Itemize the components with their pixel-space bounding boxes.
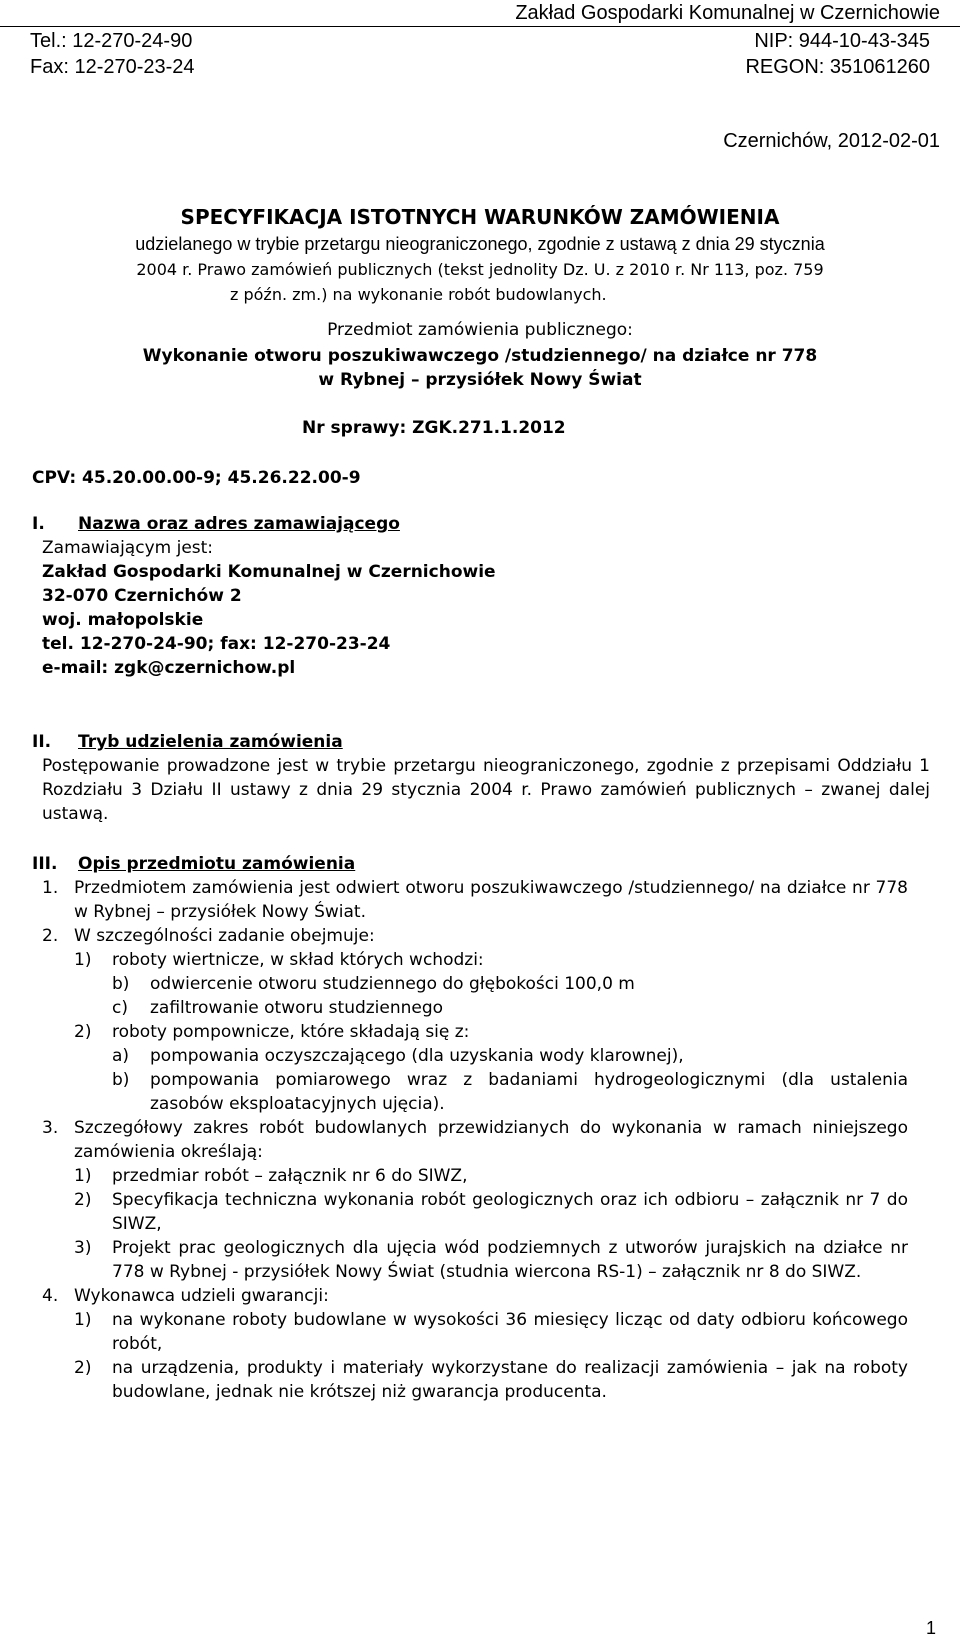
section-3-list — [42, 876, 908, 1404]
document-date: Czernichów, 2012-02-01 — [723, 130, 940, 152]
header-tel: Tel.: 12-270-24-90 — [30, 30, 193, 52]
list-item: b) pompowania pomiarowego wraz z badaniami hydrogeologicznymi (dla ustalenia zasobów eksploatacyjnych ujęcia). — [112, 1070, 908, 1114]
section-2-number: II. — [32, 732, 52, 752]
orderer-phones: tel. 12-270-24-90; fax: 12-270-23-24 — [42, 634, 391, 654]
header-regon: REGON: 351061260 — [745, 56, 930, 78]
section-1-heading — [32, 512, 932, 536]
subject-block — [30, 318, 930, 392]
document-title: SPECYFIKACJA ISTOTNYCH WARUNKÓW ZAMÓWIENIA — [180, 205, 780, 229]
section-1-intro: Zamawiającym jest: — [42, 538, 214, 558]
list-item: 1) roboty wiertnicze, w skład których wchodzi: — [74, 950, 484, 970]
section-1-number: I. — [32, 514, 45, 534]
section-3-title: Opis przedmiotu zamówienia — [78, 854, 356, 874]
section-3-number: III. — [32, 854, 58, 874]
header-divider — [0, 26, 960, 27]
header-row-1 — [30, 28, 930, 54]
list-item: 2) roboty pompownicze, które składają się z: — [74, 1022, 470, 1042]
list-item: 1) na wykonane roboty budowlane w wysokości 36 miesięcy licząc od daty odbioru końcowego robót, — [74, 1310, 908, 1354]
subject-line-2: w Rybnej – przysiółek Nowy Świat — [318, 370, 642, 390]
list-item: c) zafiltrowanie otworu studziennego — [112, 998, 444, 1018]
subject-label: Przedmiot zamówienia publicznego: — [327, 320, 633, 340]
header-row-2 — [30, 54, 930, 80]
section-2-heading — [32, 730, 930, 754]
list-item: 3) Projekt prac geologicznych dla ujęcia wód podziemnych z utworów jurajskich na działce nr 778 w Rybnej - przysiółek Nowy Świat (studnia wiercona RS-1) – załącznik nr 8 do SIWZ. — [74, 1238, 908, 1282]
orderer-province: woj. małopolskie — [42, 610, 204, 630]
list-item: 4. Wykonawca udzieli gwarancji: — [42, 1286, 329, 1306]
orderer-email: e-mail: zgk@czernichow.pl — [42, 658, 296, 678]
header-nip: NIP: 944-10-43-345 — [754, 30, 930, 52]
page-number: 1 — [925, 1618, 936, 1638]
list-item: 2) na urządzenia, produkty i materiały wykorzystane do realizacji zamówienia – jak na roboty budowlane, jednak nie krótszej niż gwarancja producenta. — [74, 1358, 908, 1402]
document-subtitle — [30, 232, 930, 307]
subtitle-line-3: z późn. zm.) na wykonanie robót budowlanych. — [230, 285, 607, 304]
header-fax: Fax: 12-270-23-24 — [30, 56, 195, 78]
section-1-title: Nazwa oraz adres zamawiającego — [78, 514, 400, 534]
section-2 — [32, 730, 930, 826]
section-1 — [32, 512, 932, 680]
header-company: Zakład Gospodarki Komunalnej w Czernichowie — [515, 2, 940, 24]
case-number: Nr sprawy: ZGK.271.1.2012 — [302, 418, 566, 438]
list-item: b) odwiercenie otworu studziennego do głębokości 100,0 m — [112, 974, 635, 994]
section-2-text: Postępowanie prowadzone jest w trybie przetargu nieograniczonego, zgodnie z przepisami Oddziału 1 Rozdziału 3 Działu II ustawy z dnia 29 stycznia 2004 r. Prawo zamówień publicznych – zwanej dalej ustawą. — [42, 756, 930, 824]
subtitle-line-1: udzielanego w trybie przetargu nieograniczonego, zgodnie z ustawą z dnia 29 stycznia — [135, 234, 825, 254]
orderer-name: Zakład Gospodarki Komunalnej w Czernichowie — [42, 562, 496, 582]
list-item: 2. W szczególności zadanie obejmuje: — [42, 926, 375, 946]
section-3-heading — [32, 852, 930, 876]
list-item: a) pompowania oczyszczającego (dla uzyskania wody klarownej), — [112, 1046, 684, 1066]
list-item: 3. Szczegółowy zakres robót budowlanych przewidzianych do wykonania w ramach niniejszego zamówienia określają: — [42, 1118, 908, 1162]
cpv-codes: CPV: 45.20.00.00-9; 45.26.22.00-9 — [32, 468, 361, 488]
list-item: 1) przedmiar robót – załącznik nr 6 do SIWZ, — [74, 1166, 468, 1186]
list-item: 1. Przedmiotem zamówienia jest odwiert otworu poszukiwawczego /studziennego/ na działce nr 778 w Rybnej – przysiółek Nowy Świat. — [42, 878, 908, 922]
subtitle-line-2: 2004 r. Prawo zamówień publicznych (tekst jednolity Dz. U. z 2010 r. Nr 113, poz. 759 — [136, 260, 824, 279]
orderer-address: 32-070 Czernichów 2 — [42, 586, 242, 606]
list-item: 2) Specyfikacja techniczna wykonania robót geologicznych oraz ich odbioru – załącznik nr 7 do SIWZ, — [74, 1190, 908, 1234]
section-1-body — [32, 536, 932, 680]
subject-line-1: Wykonanie otworu poszukiwawczego /studziennego/ na działce nr 778 — [142, 346, 818, 366]
section-2-title: Tryb udzielenia zamówienia — [78, 732, 343, 752]
